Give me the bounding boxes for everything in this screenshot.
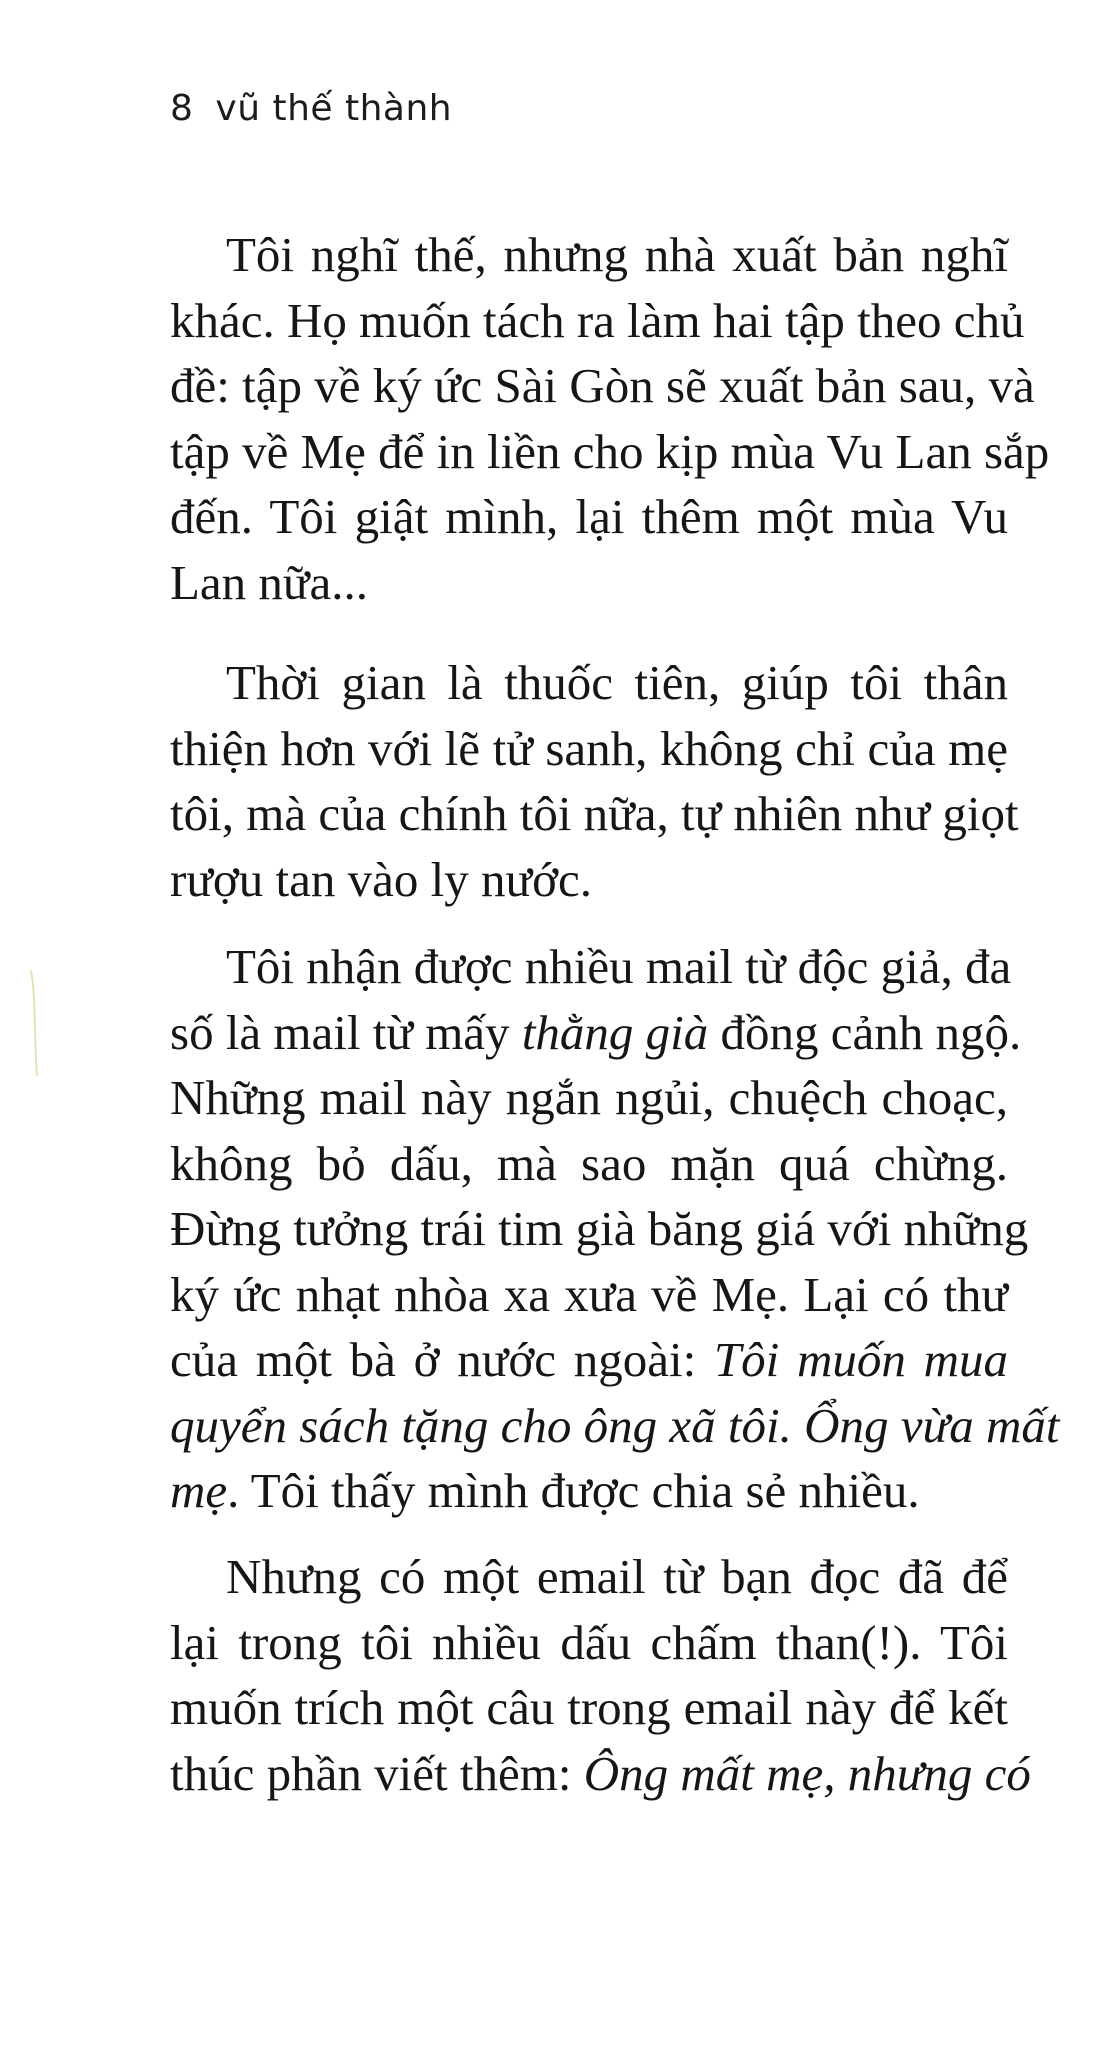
text-line [170, 1458, 1008, 1524]
text-run: . Tôi thấy mình được chia sẻ nhiều. [227, 1463, 920, 1518]
text-run: Tôi nghĩ thế, nhưng nhà xuất bản nghĩ [226, 227, 1008, 282]
text-line [170, 716, 1008, 782]
text-line [170, 1065, 1008, 1131]
text-line [170, 222, 1008, 288]
running-head [170, 88, 452, 129]
paragraph [170, 650, 1019, 912]
text-line [170, 1610, 1008, 1676]
italic-text: mẹ [170, 1463, 228, 1518]
text-run: khác. Họ muốn tách ra làm hai tập theo chủ [170, 292, 1025, 348]
text-run: Thời gian là thuốc tiên, giúp tôi thân [226, 655, 1008, 710]
text-line [170, 288, 1025, 354]
italic-text: thằng già [521, 1004, 709, 1060]
text-run: muốn trích một câu trong email này để kết [170, 1680, 1008, 1735]
text-run: tôi, mà của chính tôi nữa, tự nhiên như giọt [170, 786, 1019, 841]
text-line [170, 1741, 1031, 1807]
author-name: vũ thế thành [215, 88, 453, 129]
text-line [170, 1196, 1029, 1262]
italic-text: Tôi muốn mua [713, 1332, 1008, 1387]
paragraph [170, 222, 1050, 615]
text-run: của một bà ở nước ngoài: [170, 1332, 714, 1387]
text-line [170, 934, 1012, 1000]
text-run: Lan nữa... [170, 554, 368, 610]
text-line [170, 1000, 1022, 1066]
text-line [170, 1393, 1060, 1459]
text-run: Những mail này ngắn ngủi, chuệch choạc, [170, 1070, 1008, 1125]
page-edge-mark [30, 968, 40, 1078]
text-run: đề: tập về ký ức Sài Gòn sẽ xuất bản sau, và [170, 358, 1035, 413]
text-run: không bỏ dấu, mà sao mặn quá chừng. [170, 1135, 1008, 1191]
text-line [170, 484, 1008, 550]
text-run: rượu tan vào ly nước. [170, 851, 592, 907]
text-line [170, 550, 1008, 616]
text-run: thiện hơn với lẽ tử sanh, không chỉ của mẹ [170, 720, 1008, 776]
text-run: Tôi nhận được nhiều mail từ độc giả, đa [226, 939, 1012, 994]
italic-text: quyển sách tặng cho ông xã tôi. Ổng vừa mất [170, 1397, 1060, 1453]
text-line [170, 1544, 1008, 1610]
text-run: tập về Mẹ để in liền cho kịp mùa Vu Lan sắp [170, 423, 1050, 479]
text-run: đồng cảnh ngộ. [708, 1004, 1022, 1060]
paragraph [170, 1544, 1031, 1806]
text-run: thúc phần viết thêm: [170, 1745, 584, 1801]
text-line [170, 353, 1035, 419]
text-line [170, 650, 1008, 716]
text-run: số là mail từ mấy [170, 1004, 522, 1060]
text-line [170, 1131, 1008, 1197]
paragraph [170, 934, 1060, 1524]
text-line [170, 1262, 1008, 1328]
text-run: ký ức nhạt nhòa xa xưa về Mẹ. Lại có thư [170, 1266, 1008, 1322]
text-line [170, 1327, 1008, 1393]
text-line [170, 847, 1008, 913]
text-run: Nhưng có một email từ bạn đọc đã để [226, 1549, 1008, 1604]
text-run: lại trong tôi nhiều dấu chấm than(!). Tôi [170, 1614, 1008, 1670]
italic-text: Ông mất mẹ, nhưng có [583, 1745, 1031, 1801]
page-number: 8 [170, 88, 194, 129]
text-line [170, 419, 1050, 485]
text-run: Đừng tưởng trái tim già băng giá với những [170, 1201, 1029, 1256]
text-line [170, 781, 1019, 847]
text-run: đến. Tôi giật mình, lại thêm một mùa Vu [170, 489, 1008, 544]
text-line [170, 1675, 1008, 1741]
